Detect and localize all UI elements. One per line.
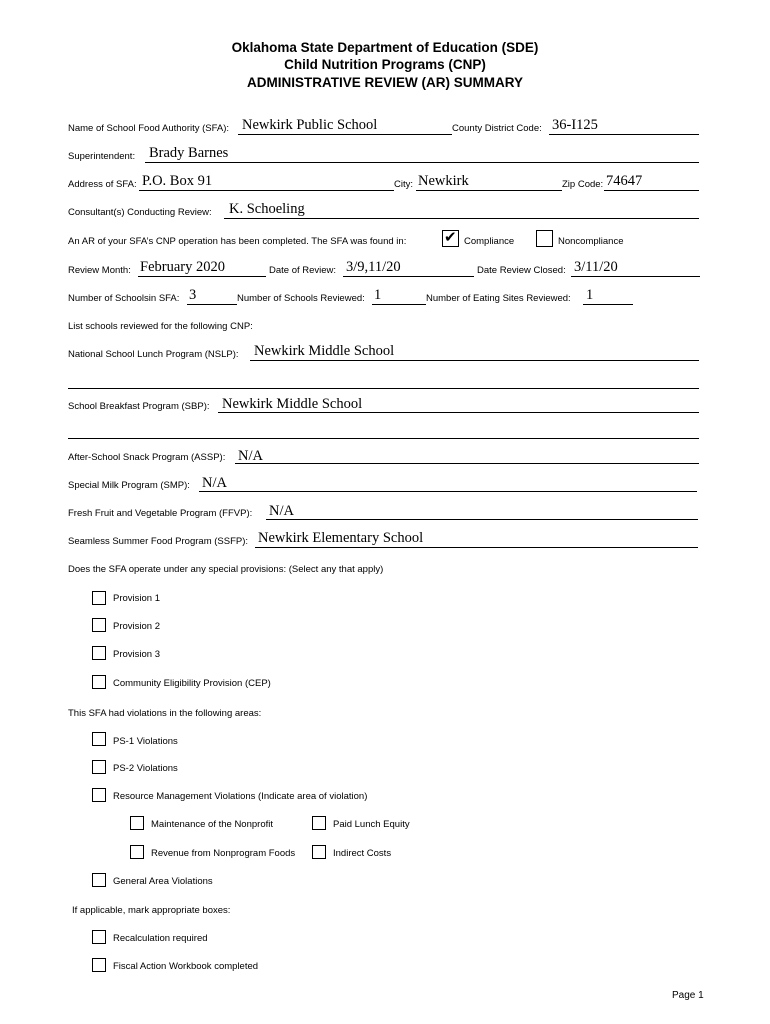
- review-month-line: [138, 276, 266, 277]
- ssfp-label: Seamless Summer Food Program (SSFP):: [68, 536, 249, 547]
- revenue-nonprogram-label: Revenue from Nonprogram Foods: [151, 848, 296, 859]
- county-code-label: County District Code:: [452, 123, 542, 134]
- num-sites-label: Number of Eating Sites Reviewed:: [426, 293, 571, 304]
- review-month-label: Review Month:: [68, 265, 131, 276]
- zip-label: Zip Code:: [562, 179, 604, 190]
- num-schools-line: [187, 304, 237, 305]
- address-label: Address of SFA:: [68, 179, 137, 190]
- noncompliance-checkbox[interactable]: [536, 230, 553, 247]
- num-sites-value[interactable]: 1: [586, 287, 594, 303]
- cep-checkbox[interactable]: [92, 675, 106, 689]
- ps2-label: PS-2 Violations: [113, 763, 178, 774]
- paid-lunch-equity-label: Paid Lunch Equity: [333, 819, 410, 830]
- address-value[interactable]: P.O. Box 91: [142, 173, 213, 189]
- date-closed-line: [571, 276, 700, 277]
- provision-2-checkbox[interactable]: [92, 618, 106, 632]
- sfa-name-value[interactable]: Newkirk Public School: [242, 117, 378, 133]
- indirect-costs-label: Indirect Costs: [333, 848, 392, 859]
- superintendent-value[interactable]: Brady Barnes: [149, 145, 229, 161]
- date-review-label: Date of Review:: [269, 265, 337, 276]
- city-label: City:: [394, 179, 413, 190]
- date-closed-value[interactable]: 3/11/20: [574, 259, 618, 275]
- list-schools-label: List schools reviewed for the following CNP:: [68, 321, 253, 332]
- city-value[interactable]: Newkirk: [418, 173, 469, 189]
- zip-value[interactable]: 74647: [606, 173, 643, 189]
- fiscal-action-label: Fiscal Action Workbook completed: [113, 961, 259, 972]
- ps1-label: PS-1 Violations: [113, 736, 178, 747]
- revenue-nonprogram-checkbox[interactable]: [130, 845, 144, 859]
- ffvp-line: [266, 519, 698, 520]
- assp-value[interactable]: N/A: [238, 448, 263, 464]
- num-schools-label: Number of Schoolsin SFA:: [68, 293, 180, 304]
- smp-value[interactable]: N/A: [202, 475, 227, 491]
- county-code-line: [549, 134, 699, 135]
- resource-management-checkbox[interactable]: [92, 788, 106, 802]
- compliance-checkbox[interactable]: [442, 230, 459, 247]
- smp-label: Special Milk Program (SMP):: [68, 480, 190, 491]
- num-sites-line: [583, 304, 633, 305]
- title-line-3: ADMINISTRATIVE REVIEW (AR) SUMMARY: [247, 75, 523, 90]
- address-line: [139, 190, 394, 191]
- nslp-line: [250, 360, 699, 361]
- maintenance-nonprofit-checkbox[interactable]: [130, 816, 144, 830]
- ps1-checkbox[interactable]: [92, 732, 106, 746]
- sbp-label: School Breakfast Program (SBP):: [68, 401, 210, 412]
- superintendent-line: [145, 162, 699, 163]
- provision-3-checkbox[interactable]: [92, 646, 106, 660]
- compliance-label: Compliance: [464, 236, 515, 247]
- nslp-value[interactable]: Newkirk Middle School: [254, 343, 395, 359]
- fiscal-action-checkbox[interactable]: [92, 958, 106, 972]
- violations-question: This SFA had violations in the following areas:: [68, 708, 262, 719]
- superintendent-label: Superintendent:: [68, 151, 136, 162]
- indirect-costs-checkbox[interactable]: [312, 845, 326, 859]
- title-line-2: Child Nutrition Programs (CNP): [284, 57, 486, 72]
- date-closed-label: Date Review Closed:: [477, 265, 566, 276]
- ar-statement: An AR of your SFA’s CNP operation has been completed. The SFA was found in:: [68, 236, 407, 247]
- page-number: Page 1: [672, 990, 704, 1001]
- county-code-value[interactable]: 36-I125: [552, 117, 598, 133]
- consultant-line: [224, 218, 699, 219]
- paid-lunch-equity-checkbox[interactable]: [312, 816, 326, 830]
- provision-1-label: Provision 1: [113, 593, 160, 604]
- resource-management-label: Resource Management Violations (Indicate area of violation): [113, 791, 368, 802]
- nslp-label: National School Lunch Program (NSLP):: [68, 349, 239, 360]
- ssfp-line: [255, 547, 698, 548]
- num-reviewed-line: [372, 304, 426, 305]
- recalculation-checkbox[interactable]: [92, 930, 106, 944]
- title-line-1: Oklahoma State Department of Education (SDE): [231, 40, 539, 55]
- sfa-name-label: Name of School Food Authority (SFA):: [68, 123, 230, 134]
- applicable-question: If applicable, mark appropriate boxes:: [72, 905, 231, 916]
- maintenance-nonprofit-label: Maintenance of the Nonprofit: [151, 819, 273, 830]
- consultant-label: Consultant(s) Conducting Review:: [68, 207, 212, 218]
- num-reviewed-label: Number of Schools Reviewed:: [237, 293, 365, 304]
- assp-label: After-School Snack Program (ASSP):: [68, 452, 226, 463]
- ffvp-value[interactable]: N/A: [269, 503, 294, 519]
- assp-line: [235, 463, 699, 464]
- ps2-checkbox[interactable]: [92, 760, 106, 774]
- num-reviewed-value[interactable]: 1: [374, 287, 382, 303]
- smp-line: [199, 491, 697, 492]
- consultant-value[interactable]: K. Schoeling: [229, 201, 305, 217]
- nslp-extra-line: [68, 388, 699, 389]
- ffvp-label: Fresh Fruit and Vegetable Program (FFVP):: [68, 508, 253, 519]
- sfa-name-line: [238, 134, 452, 135]
- provision-1-checkbox[interactable]: [92, 591, 106, 605]
- provision-2-label: Provision 2: [113, 621, 160, 632]
- date-review-line: [343, 276, 474, 277]
- review-month-value[interactable]: February 2020: [140, 259, 225, 275]
- zip-line: [604, 190, 699, 191]
- num-schools-value[interactable]: 3: [189, 287, 197, 303]
- noncompliance-label: Noncompliance: [558, 236, 624, 247]
- city-line: [416, 190, 562, 191]
- general-area-label: General Area Violations: [113, 876, 213, 887]
- cep-label: Community Eligibility Provision (CEP): [113, 678, 271, 689]
- general-area-checkbox[interactable]: [92, 873, 106, 887]
- date-review-value[interactable]: 3/9,11/20: [346, 259, 401, 275]
- provisions-question: Does the SFA operate under any special provisions: (Select any that apply): [68, 564, 384, 575]
- ssfp-value[interactable]: Newkirk Elementary School: [258, 530, 424, 546]
- check-mark-icon: ✔: [444, 228, 457, 246]
- sbp-value[interactable]: Newkirk Middle School: [222, 396, 363, 412]
- recalculation-label: Recalculation required: [113, 933, 208, 944]
- sbp-extra-line: [68, 438, 699, 439]
- provision-3-label: Provision 3: [113, 649, 160, 660]
